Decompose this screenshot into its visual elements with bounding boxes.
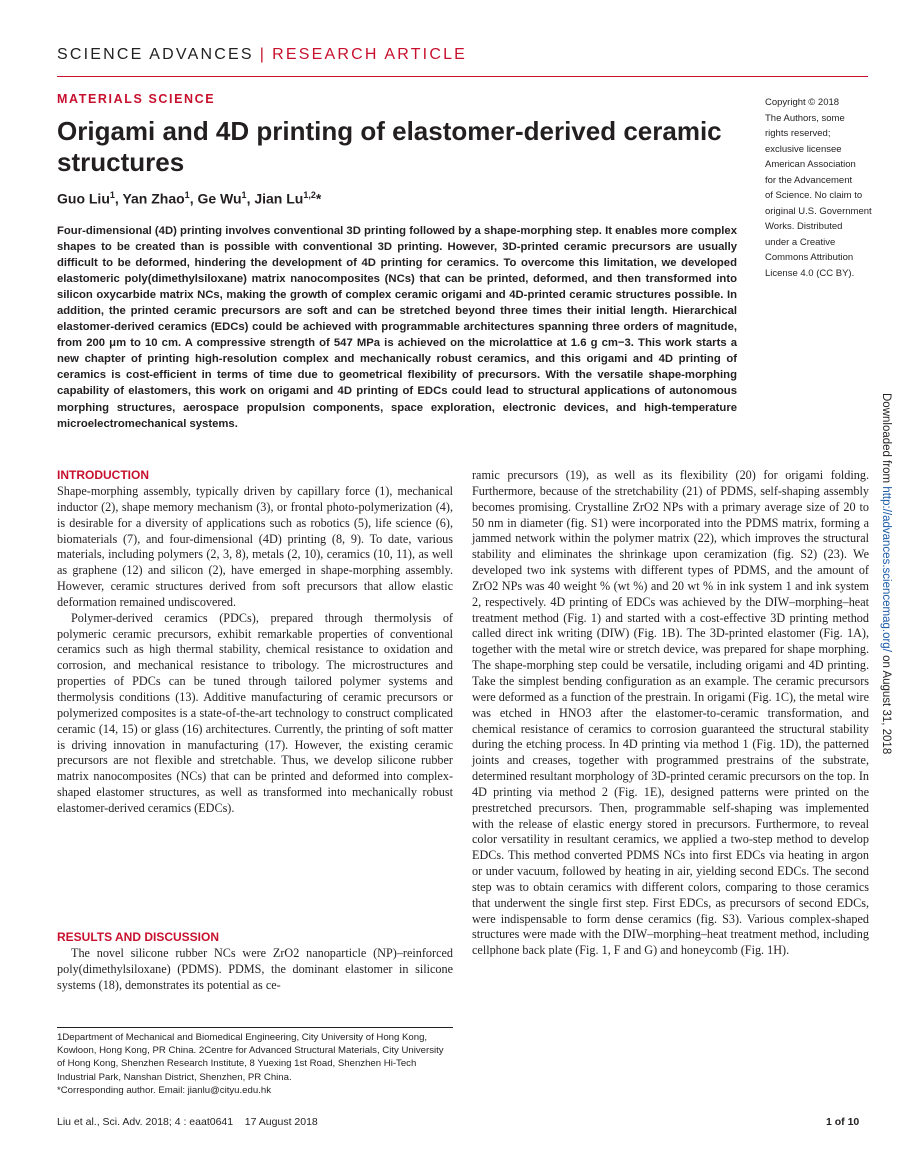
download-notice: [880, 393, 892, 793]
download-link[interactable]: http://advances.sciencemag.org/: [880, 486, 892, 652]
citation: Liu et al., Sci. Adv. 2018; 4 : eaat0641: [57, 1116, 234, 1128]
corresponding-author-footnote: *Corresponding author. Email: jianlu@cityu.edu.hk: [57, 1084, 271, 1096]
publication-date: 17 August 2018: [244, 1116, 318, 1128]
copyright-line: Commons Attribution: [765, 252, 854, 263]
copyright-line: of Science. No claim to: [765, 190, 863, 201]
paragraph: ramic precursors (19), as well as its flexibility (20) for origami folding. Furthermore, because of the stretchability (21) of PDMS, self-shaping assembly becomes promising. Crystalline ZrO2 NPs with a primary average size of 20 to 50 nm in diameter (fig. S1) were incorporated into the PDMS matrix, forming a jammed network within the polymer matrix (22), which improves the structural stability and eliminates the shrinkage upon ceramization (fig. S2) (23). We developed two ink systems with different types of PDMS, and the amount of ZrO2 NPs was 40 weight % (wt %) and 20 wt % in ink system 1 and ink system 2, respectively. 4D printing of EDCs was achieved by the DIW–morphing–heat treatment method (Fig. 1) and started with a cost-effective 3D printing method called direct ink writing (DIW) (Fig. 1B). The 3D-printed elastomer (Fig. 1A), together with the metal wire or stretch device, was prepared for shape morphing. The shape-morphing step could be versatile, including origami and 4D printing. Take the simplest bending configuration as an example. The ceramic precursors were deformed as a function of the prestrain. In origami (Fig. 1C), the metal wire was etched in HNO3 after the elastomer-to-ceramic transformation, and chemical resistance of ceramics to corrosion guaranteed the structural stability during the etching process. In 4D printing via method 1 (Fig. 1D), the patterned joints and creases, together with programmed prestrains of the substrate, determined resultant morphology of 3D-printed ceramic precursors on the top. In 4D printing via method 2 (Fig. 1E), designed patterns were printed on the prestretched precursors. Then, programmable self-shaping was implemented with the release of elastic energy stored in precursors. Furthermore, to reveal color versatility in resultant ceramics, we applied a two-step method to develop EDCs. This method converted PDMS NCs into first EDCs via heating in argon or under vacuum, followed by heating in air, yielding second EDCs. The second step was to obtain ceramics with different colors, comparing to those ceramics that underwent the single first step. First EDCs, as precursors of second EDCs, were indispensable to form dense ceramics (fig. S3). Various complex-shaped structures were made with the DIW–morphing–heat treatment method, including cellphone back plate (Fig. 1, F and G) and honeycomb (Fig. 1H).: [472, 468, 869, 958]
author-affiliation: 1: [109, 190, 115, 200]
copyright-line: Copyright © 2018: [765, 97, 840, 108]
copyright-line: American Association: [765, 159, 856, 170]
author-affiliation: 1: [241, 190, 247, 200]
results-heading: RESULTS AND DISCUSSION: [57, 930, 220, 944]
copyright-line: License 4.0 (CC BY).: [765, 267, 855, 279]
results-body-continued: [472, 468, 869, 959]
article-title: Origami and 4D printing of elastomer-derived ceramic structures: [57, 116, 722, 177]
author-affiliation: 1,2: [303, 190, 316, 200]
author-name: Jian Lu: [254, 190, 304, 207]
copyright-line: original U.S. Government: [765, 205, 872, 217]
paragraph: Polymer-derived ceramics (PDCs), prepared through thermolysis of polymeric ceramic precursors, exhibit remarkable properties of conventional ceramics such as high thermal stability, chemical resistance to oxidation and corrosion, and mechanical resistance to tribology. The microstructures and properties of PDCs can be tuned through tailored polymer systems and thermolysis conditions (13). Additive manufacturing of ceramic precursors or polymerized composites is a state-of-the-art technology to construct complicated ceramic (14, 15) or glass (16) architectures. Currently, the printing of soft matter is driving innovation in manufacturing (17). However, the existing ceramic precursors are not flexible and stretchable. Thus, we develop silicone rubber matrix nanocomposites (NCs) that can be printed and deformed into complex-shaped elastomer structures, as well as transformed into mechanically robust elastomer-derived ceramics (EDCs).: [57, 610, 453, 815]
author-name: Yan Zhao: [122, 190, 185, 207]
paragraph: The novel silicone rubber NCs were ZrO2 nanoparticle (NP)–reinforced poly(dimethylsiloxane) (PDMS). PDMS, the dominant elastomer in silicone systems (18), demonstrates its potential as ce-: [57, 946, 453, 992]
journal-name: SCIENCE ADVANCES: [57, 46, 254, 63]
footnotes: [57, 1031, 453, 1097]
copyright-line: rights reserved;: [765, 128, 831, 139]
introduction-body: [57, 484, 453, 817]
copyright-line: for the Advancement: [765, 174, 853, 186]
author-name: Guo Liu: [57, 190, 110, 207]
author-affiliation: 1: [184, 190, 190, 200]
copyright-line: The Authors, some: [765, 112, 845, 124]
header-divider: [57, 76, 868, 77]
author-name: Ge Wu: [197, 190, 242, 207]
abstract: Four-dimensional (4D) printing involves conventional 3D printing followed by a shape-morphing step. It enables more complex shapes to be created than is possible with conventional 3D printing. However, 3D-printed ceramic precursors are usually difficult to be deformed, hindering the development of 4D printing for ceramics. To overcome this limitation, we developed elastomeric poly(dimethylsiloxane) matrix nanocomposites (NCs) that can be printed, deformed, and then transformed into silicon oxycarbide matrix NCs, making the growth of complex ceramic origami and 4D-printed ceramic structures possible. In addition, the printed ceramic precursors are soft and can be stretched beyond three times their initial length. Hierarchical elastomer-derived ceramics (EDCs) could be achieved with programmable architectures spanning three orders of magnitude, from 200 μm to 10 cm. A compressive strength of 547 MPa is achieved on the microlattice at 1.6 g cm−3. This work starts a new chapter of printing high-resolution complex and mechanically robust ceramics, and this origami and 4D printing of ceramics is cost-efficient in terms of time due to geometrical flexibility of precursors. With the versatile shape-morphing capability of elastomers, this work on origami and 4D printing of EDCs could lead to structural applications of autonomous morphing structures, aerospace propulsion components, space exploration, electronic devices, and high-temperature microelectromechanical systems.: [57, 225, 737, 430]
copyright-line: exclusive licensee: [765, 143, 842, 155]
header-separator: |: [259, 46, 267, 63]
copyright-notice: [765, 95, 880, 281]
download-suffix: on August 31, 2018: [880, 651, 892, 755]
article-type: RESEARCH ARTICLE: [272, 46, 468, 63]
corresponding-mark: *: [315, 190, 322, 207]
footnote-divider: [57, 1027, 453, 1028]
results-body-start: [57, 946, 453, 994]
introduction-heading: INTRODUCTION: [57, 468, 149, 482]
author-list: Guo Liu$^1$, Yan Zhao$^1$, Ge Wu$^1$, Jian Lu$^{1,2}$*: [57, 190, 322, 207]
page-number: 1 of 10: [826, 1116, 860, 1128]
affiliations-footnote: 1Department of Mechanical and Biomedical Engineering, City University of Hong Kong, Kowloon, Hong Kong, PR China. 2Centre for Advanced Structural Materials, City University of Hong Kong, Shenzhen Research Institute, 8 Yuexing 1st Road, Shenzhen Hi-Tech Industrial Park, Nanshan District, Shenzhen, PR China.: [57, 1032, 444, 1083]
footer-citation: [57, 1116, 318, 1128]
section-label: MATERIALS SCIENCE: [57, 92, 216, 106]
paragraph: Shape-morphing assembly, typically driven by capillary force (1), mechanical inductor (2), shape memory mechanism (3), or frontal photo-polymerization (4), is desirable for a diversity of applications such as robotics (5), life science (6), biomaterials (7), and four-dimensional (4D) printing (8, 9). To date, various materials, including polymers (2, 3, 8), metals (2, 10), ceramics (10, 11), as well as graphene (12) and silicon (2), have emerged in shape-morphing assembly. However, ceramic structures derived from soft precursors that allow elastic deformation remained undiscovered.: [57, 484, 453, 609]
journal-header: [57, 46, 467, 64]
copyright-line: under a Creative: [765, 236, 836, 248]
download-prefix: Downloaded from: [880, 393, 892, 487]
copyright-line: Works. Distributed: [765, 221, 843, 232]
